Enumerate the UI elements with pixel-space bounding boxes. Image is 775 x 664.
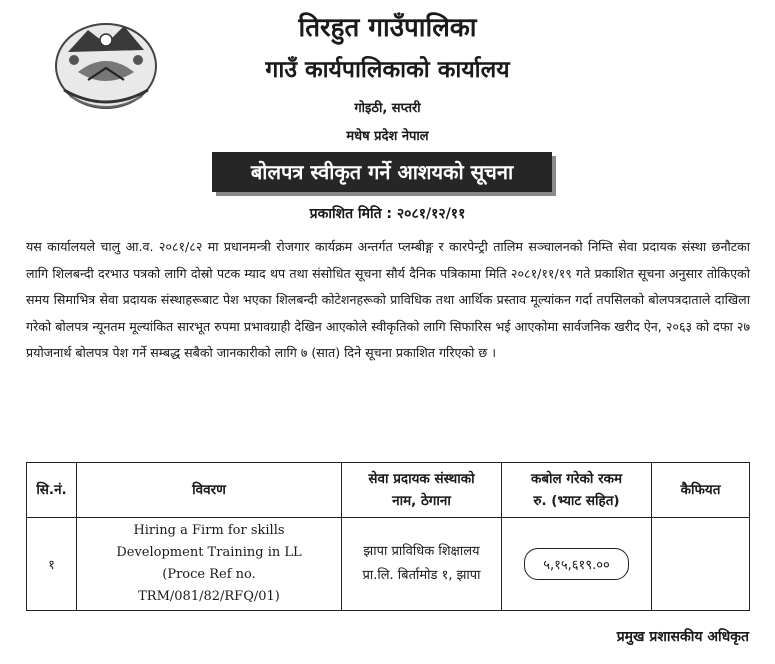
row-provider (342, 518, 502, 611)
signatory-title: प्रमुख प्रशासकीय अधिकृत (616, 629, 749, 645)
province-name: मधेष प्रदेश नेपाल (346, 129, 429, 144)
amount-header-line2: रु. (भ्याट सहित) (533, 493, 620, 509)
provider-header-line2: नाम, ठेगाना (392, 493, 451, 509)
col-header-remarks: कैफियत (652, 463, 750, 518)
notice-title-banner: बोलपत्र स्वीकृत गर्ने आशयको सूचना (212, 152, 552, 192)
col-header-provider (342, 463, 502, 518)
published-date: प्रकाशित मिति : २०८१/१२/११ (309, 206, 466, 222)
provider-line: झापा प्राविधिक शिक्षालय (363, 544, 480, 559)
col-header-sn: सि.नं. (27, 463, 77, 518)
col-header-description: विवरण (77, 463, 342, 518)
office-address: गोइठी, सप्तरी (354, 101, 421, 116)
col-header-amount (502, 463, 652, 518)
provider-line: प्रा.लि. बिर्तामोड १, झापा (362, 568, 481, 583)
row-amount (502, 518, 652, 611)
table-row (27, 518, 750, 611)
provider-header-line1: सेवा प्रदायक संस्थाको (368, 471, 475, 487)
description-line: Hiring a Firm for skills (133, 523, 285, 538)
row-remarks (652, 518, 750, 611)
amount-header-line1: कबोल गरेको रकम (530, 471, 623, 487)
row-description (77, 518, 342, 611)
description-line: TRM/081/82/RFQ/01) (138, 589, 280, 604)
office-name: गाउँ कार्यपालिकाको कार्यालय (265, 57, 510, 83)
tender-table (26, 462, 750, 611)
row-sn: १ (27, 518, 77, 611)
municipality-name: तिरहुत गाउँपालिका (298, 13, 477, 43)
table-header-row (27, 463, 750, 518)
notice-body: यस कार्यालयले चालु आ.व. २०८१/८२ मा प्रधानमन्त्री रोजगार कार्यक्रम अन्तर्गत प्लम्बीङ्ग र कारपेन्ट्री तालिम सञ्चालनको निम्ति सेवा प्रदायक संस्था छनौटका लागि शिलबन्दी दरभाउ पत्रको लागि दोस्रो पटक म्याद थप तथा संसोधित सूचना सौर्य दैनिक पत्रिकामा मिति २०८१/११/१९ गते प्रकाशित सूचना अनुसार तोकिएको समय सिमाभित्र सेवा प्रदायक संस्थाहरूबाट पेश भएका शिलबन्दी कोटेशनहरूको प्राविधिक तथा आर्थिक प्रस्ताव मूल्यांकन गर्दा तपसिलको बोलपत्रदाताले दाखिला गरेको बोलपत्र न्यूनतम मूल्यांकित सारभूत रुपमा प्रभावग्राही देखिन आएकोले स्वीकृतिको लागि सिफारिस भई आएकोमा सार्वजनिक खरीद ऐन, २०६३ को दफा २७ प्रयोजनार्थ बोलपत्र पेश गर्ने सम्बद्ध सबैको जानकारीको लागि ७ (सात) दिने सूचना प्रकाशित गरिएको छ । (26, 239, 750, 360)
description-line: (Proce Ref no. (162, 567, 256, 582)
amount-value: ५,१५,६१९.०० (524, 548, 628, 580)
description-line: Development Training in LL (116, 545, 302, 560)
